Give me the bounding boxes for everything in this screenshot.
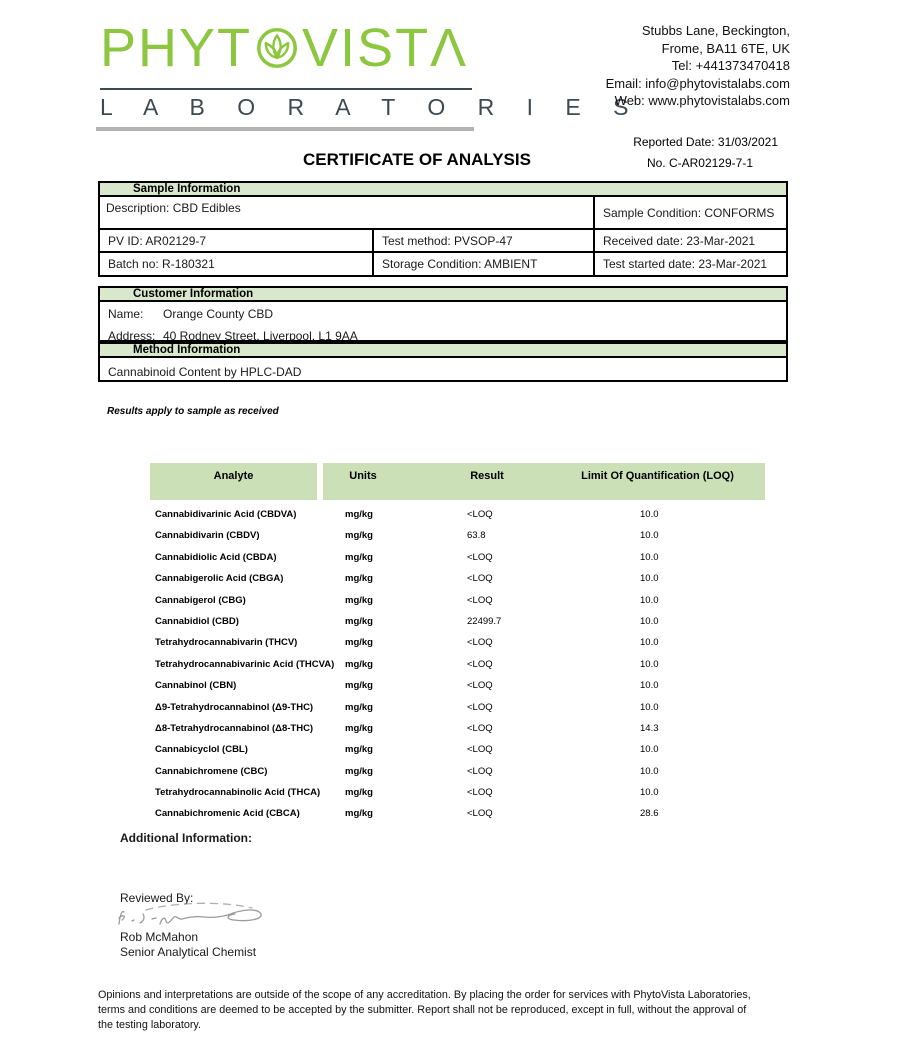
results-cell-loq: 28.6	[640, 808, 659, 820]
lab-contact-block	[606, 22, 790, 110]
info-section	[98, 181, 788, 382]
customer-name-value: Orange County CBD	[163, 307, 274, 321]
results-cell-analyte: Cannabichromenic Acid (CBCA)	[155, 808, 300, 820]
results-table-row	[150, 697, 765, 718]
contact-address-line1: Stubbs Lane, Beckington,	[641, 23, 790, 38]
footer-line-2: terms and conditions are deemed to be accepted by the submitter. Report shall not be reproduced, except in full, without the approval of	[98, 1004, 747, 1016]
results-cell-result: 22499.7	[467, 615, 502, 627]
results-cell-units: mg/kg	[345, 744, 373, 756]
results-table-body	[150, 504, 765, 825]
results-cell-loq: 10.0	[640, 658, 659, 670]
results-cell-units: mg/kg	[345, 701, 373, 713]
results-cell-loq: 10.0	[640, 530, 659, 542]
results-cell-units: mg/kg	[345, 808, 373, 820]
document-title: CERTIFICATE OF ANALYSIS	[303, 150, 531, 169]
results-cell-loq: 10.0	[640, 680, 659, 692]
customer-information-box	[98, 300, 788, 342]
results-cell-analyte: Cannabidiolic Acid (CBDA)	[155, 551, 277, 563]
header-analyte: Analyte	[213, 470, 254, 482]
results-table-row	[150, 782, 765, 803]
results-cell-loq: 10.0	[640, 744, 659, 756]
results-cell-result: <LOQ	[467, 637, 493, 649]
results-cell-analyte: Cannabigerol (CBG)	[155, 594, 246, 606]
results-cell-analyte: Tetrahydrocannabivarinic Acid (THCVA)	[155, 658, 335, 670]
logo-underline	[96, 127, 474, 131]
pv-id: PV ID: AR02129-7	[108, 233, 207, 248]
reviewed-by-label: Reviewed By:	[120, 891, 194, 905]
results-table-row	[150, 525, 765, 546]
sample-information-header: Sample Information	[98, 181, 788, 197]
additional-information-label: Additional Information:	[120, 831, 252, 845]
reported-date: Reported Date: 31/03/2021	[633, 135, 778, 149]
results-cell-analyte: Tetrahydrocannabinolic Acid (THCA)	[155, 787, 321, 799]
results-cell-result: <LOQ	[467, 722, 493, 734]
sample-row-2	[98, 228, 788, 253]
results-cell-loq: 10.0	[640, 509, 659, 520]
signature-image	[112, 899, 282, 931]
results-table-row	[150, 675, 765, 696]
brand-text-left: PHYT	[100, 18, 253, 78]
test-method: Test method: PVSOP-47	[372, 230, 593, 251]
results-cell-result: <LOQ	[467, 765, 493, 777]
contact-phone: Tel: +441373470418	[671, 58, 790, 73]
results-cell-units: mg/kg	[345, 680, 373, 692]
results-table-row	[150, 568, 765, 589]
laboratories-text: L A B O R A T O R I E S	[100, 94, 642, 120]
results-cell-loq: 10.0	[640, 765, 659, 777]
results-cell-units: mg/kg	[345, 637, 373, 649]
results-cell-result: <LOQ	[467, 744, 493, 756]
results-cell-result: <LOQ	[467, 509, 493, 520]
results-cell-loq: 10.0	[640, 573, 659, 585]
results-cell-units: mg/kg	[345, 509, 373, 520]
contact-web: Web: www.phytovistalabs.com	[614, 93, 790, 108]
results-cell-result: <LOQ	[467, 701, 493, 713]
storage-condition: Storage Condition: AMBIENT	[372, 253, 593, 275]
customer-information-header: Customer Information	[98, 286, 788, 302]
results-cell-result: <LOQ	[467, 658, 493, 670]
results-cell-result: <LOQ	[467, 787, 493, 799]
results-cell-analyte: Cannabidiol (CBD)	[155, 615, 239, 627]
results-table-header	[150, 463, 765, 500]
header-units: Units	[349, 470, 377, 482]
received-date: Received date: 23-Mar-2021	[593, 230, 786, 251]
results-cell-analyte: Tetrahydrocannabivarin (THCV)	[155, 637, 298, 649]
results-cell-analyte: Cannabichromene (CBC)	[155, 765, 268, 777]
results-cell-analyte: Cannabidivarinic Acid (CBDVA)	[155, 509, 297, 520]
results-cell-loq: 10.0	[640, 701, 659, 713]
results-table-row	[150, 611, 765, 632]
results-cell-result: <LOQ	[467, 573, 493, 585]
results-cell-analyte: Cannabicyclol (CBL)	[155, 744, 248, 756]
results-cell-units: mg/kg	[345, 530, 373, 542]
results-cell-loq: 10.0	[640, 787, 659, 799]
results-cell-analyte: Cannabigerolic Acid (CBGA)	[155, 573, 284, 585]
results-cell-units: mg/kg	[345, 722, 373, 734]
results-cell-units: mg/kg	[345, 551, 373, 563]
report-number: No. C-AR02129-7-1	[646, 156, 753, 170]
brand-text-right: VISTΛ	[302, 18, 469, 78]
results-cell-units: mg/kg	[345, 765, 373, 777]
results-cell-units: mg/kg	[345, 594, 373, 606]
results-table-row	[150, 803, 765, 824]
reviewer-title: Senior Analytical Chemist	[120, 945, 257, 959]
results-cell-loq: 14.3	[640, 722, 659, 734]
test-started-date: Test started date: 23-Mar-2021	[593, 253, 786, 275]
footer-disclaimer	[98, 988, 751, 1033]
customer-address-value: 40 Rodney Street, Liverpool, L1 9AA	[163, 329, 358, 343]
results-cell-loq: 10.0	[640, 551, 659, 563]
phytovista-logo	[100, 18, 642, 131]
report-meta	[633, 135, 778, 170]
results-table-row	[150, 761, 765, 782]
results-cell-units: mg/kg	[345, 615, 373, 627]
results-cell-result: <LOQ	[467, 680, 493, 692]
leaf-icon	[256, 27, 298, 69]
results-table	[150, 463, 765, 825]
results-table-row	[150, 739, 765, 760]
method-information-header: Method Information	[98, 342, 788, 358]
customer-name-line	[108, 307, 786, 321]
header-result: Result	[470, 470, 504, 482]
customer-name-label: Name:	[108, 307, 144, 321]
footer-line-3: the testing laboratory.	[98, 1019, 202, 1031]
sample-description-row	[98, 195, 788, 230]
results-cell-analyte: Δ9-Tetrahydrocannabinol (Δ9-THC)	[155, 701, 314, 713]
contact-email: Email: info@phytovistalabs.com	[605, 75, 790, 91]
results-cell-loq: 10.0	[640, 594, 659, 606]
results-cell-loq: 10.0	[640, 637, 659, 649]
results-table-row	[150, 632, 765, 653]
reviewer-name: Rob McMahon	[120, 930, 199, 944]
brand-wordmark	[100, 18, 472, 78]
results-cell-result: <LOQ	[467, 808, 493, 820]
results-cell-result: 63.8	[467, 530, 486, 542]
results-cell-analyte: Cannabidivarin (CBDV)	[155, 530, 260, 542]
batch-no: Batch no: R-180321	[108, 257, 215, 271]
results-cell-units: mg/kg	[345, 787, 373, 799]
sample-condition: Sample Condition: CONFORMS	[593, 197, 786, 228]
customer-address-label: Address:	[108, 329, 156, 343]
results-table-row	[150, 718, 765, 739]
results-note: Results apply to sample as received	[107, 406, 279, 417]
logo-divider-rule	[100, 88, 472, 90]
footer-line-1: Opinions and interpretations are outside of the scope of any accreditation. By placing the order for services with PhytoVista Laboratories,	[98, 989, 751, 1001]
results-cell-units: mg/kg	[345, 573, 373, 585]
contact-address-line2: Frome, BA11 6TE, UK	[661, 40, 790, 56]
results-table-row	[150, 654, 765, 675]
sample-description: Description: CBD Edibles	[106, 201, 241, 215]
method-information-box: Cannabinoid Content by HPLC-DAD	[98, 356, 788, 382]
results-cell-loq: 10.0	[640, 615, 659, 627]
header-loq: Limit Of Quantification (LOQ)	[581, 470, 734, 482]
customer-address-line	[108, 329, 786, 343]
results-cell-analyte: Cannabinol (CBN)	[155, 680, 237, 692]
sample-row-3	[98, 251, 788, 277]
results-cell-result: <LOQ	[467, 594, 493, 606]
results-cell-analyte: Δ8-Tetrahydrocannabinol (Δ8-THC)	[155, 722, 314, 734]
results-table-row	[150, 590, 765, 611]
results-cell-units: mg/kg	[345, 658, 373, 670]
results-table-row	[150, 547, 765, 568]
results-cell-result: <LOQ	[467, 551, 493, 563]
results-table-row	[150, 504, 765, 525]
